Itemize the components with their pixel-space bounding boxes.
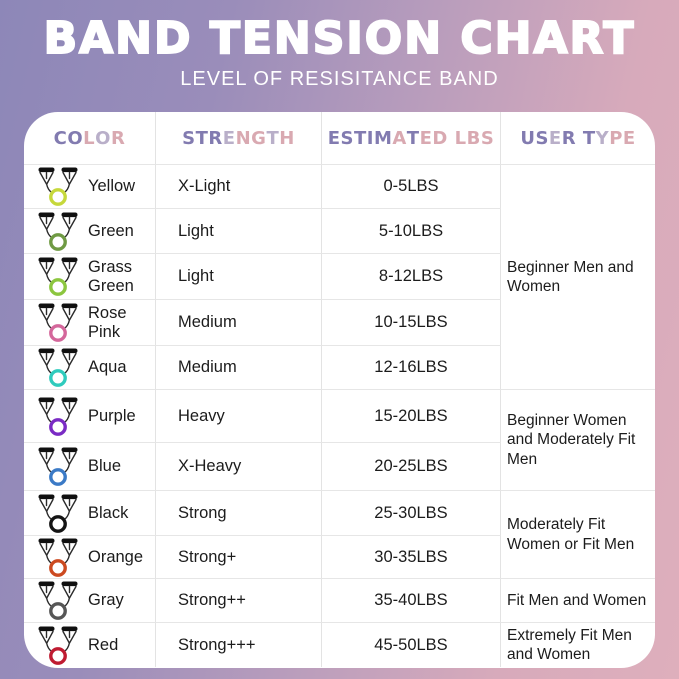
band-icon bbox=[35, 347, 81, 388]
user-type-cell bbox=[501, 165, 655, 390]
strength-cell bbox=[156, 346, 322, 390]
color-name: Purple bbox=[88, 406, 136, 425]
lbs-cell bbox=[322, 209, 501, 254]
user-type-cell bbox=[501, 390, 655, 491]
header-letter: L bbox=[83, 127, 96, 149]
header-letter: H bbox=[279, 127, 295, 149]
header-letter: O bbox=[67, 127, 84, 149]
column-header-estimated-lbs bbox=[322, 112, 501, 165]
color-cell bbox=[24, 443, 156, 491]
color-name: Red bbox=[88, 635, 119, 654]
lbs-cell bbox=[322, 443, 501, 491]
header-letter: E bbox=[548, 127, 562, 149]
user-type-label: Extremely Fit Men and Women bbox=[507, 626, 632, 663]
strength-label: Light bbox=[178, 221, 214, 240]
header-letter: M bbox=[373, 127, 393, 149]
lbs-label: 35-40LBS bbox=[374, 591, 448, 609]
tension-chart-card bbox=[24, 112, 655, 668]
lbs-label: 5-10LBS bbox=[378, 221, 444, 240]
band-icon bbox=[35, 493, 81, 534]
strength-label: Strong+ bbox=[178, 547, 237, 566]
header-letter bbox=[448, 128, 455, 149]
page-header bbox=[0, 0, 679, 91]
user-type-label: Moderately Fit Women or Fit Men bbox=[507, 516, 635, 553]
color-cell bbox=[24, 390, 156, 443]
header-letter: L bbox=[454, 127, 467, 149]
color-name: Aqua bbox=[88, 358, 127, 377]
header-letter: U bbox=[520, 127, 536, 149]
header-letter: R bbox=[110, 127, 126, 149]
header-letter: P bbox=[609, 127, 623, 149]
strength-label: Strong+++ bbox=[178, 635, 256, 654]
color-name: Yellow bbox=[88, 177, 136, 196]
strength-cell bbox=[156, 254, 322, 300]
color-cell bbox=[24, 254, 156, 300]
color-cell bbox=[24, 623, 156, 667]
strength-label: Strong bbox=[178, 503, 227, 522]
strength-cell bbox=[156, 579, 322, 623]
header-letter: T bbox=[406, 127, 420, 149]
lbs-cell bbox=[322, 579, 501, 623]
color-cell bbox=[24, 536, 156, 579]
band-icon bbox=[35, 580, 81, 621]
header-letter: Y bbox=[595, 127, 610, 149]
header-letter: C bbox=[53, 127, 68, 149]
strength-label: Medium bbox=[178, 358, 237, 376]
strength-cell bbox=[156, 443, 322, 491]
column-header-strength bbox=[156, 112, 322, 165]
header-letter: R bbox=[208, 127, 223, 149]
lbs-cell bbox=[322, 165, 501, 209]
band-icon bbox=[35, 256, 81, 297]
header-letter: T bbox=[582, 127, 596, 149]
color-cell bbox=[24, 209, 156, 254]
strength-label: X-Light bbox=[178, 177, 231, 195]
header-letter: T bbox=[353, 127, 367, 149]
band-icon bbox=[35, 446, 81, 487]
user-type-cell bbox=[501, 623, 655, 667]
header-letter: E bbox=[327, 127, 341, 149]
strength-cell bbox=[156, 300, 322, 346]
header-letter: B bbox=[466, 127, 481, 149]
header-letter: E bbox=[222, 127, 236, 149]
user-type-cell bbox=[501, 491, 655, 579]
lbs-label: 8-12LBS bbox=[378, 267, 444, 285]
band-icon bbox=[35, 625, 81, 666]
column-header-color bbox=[24, 112, 156, 165]
header-letter: S bbox=[340, 127, 354, 149]
lbs-cell bbox=[322, 491, 501, 536]
color-name: Green bbox=[88, 221, 134, 240]
header-letter: S bbox=[535, 127, 549, 149]
lbs-label: 20-25LBS bbox=[374, 457, 448, 475]
tension-table bbox=[24, 112, 655, 668]
color-cell bbox=[24, 491, 156, 536]
strength-label: X-Heavy bbox=[178, 457, 242, 475]
lbs-cell bbox=[322, 346, 501, 390]
user-type-cell bbox=[501, 579, 655, 623]
strength-cell bbox=[156, 390, 322, 443]
strength-label: Strong++ bbox=[178, 591, 246, 609]
lbs-label: 30-35LBS bbox=[374, 547, 448, 566]
header-letter bbox=[576, 128, 583, 149]
strength-cell bbox=[156, 209, 322, 254]
color-cell bbox=[24, 579, 156, 623]
page-subtitle: LEVEL OF RESISITANCE BAND bbox=[180, 68, 499, 91]
header-letter: D bbox=[432, 127, 448, 149]
page-title: BAND TENSION CHART bbox=[43, 13, 636, 64]
strength-label: Medium bbox=[178, 313, 237, 331]
lbs-label: 12-16LBS bbox=[374, 358, 448, 376]
color-name: Black bbox=[88, 503, 129, 522]
color-name: Gray bbox=[88, 591, 124, 610]
header-letter: S bbox=[182, 127, 196, 149]
header-letter: E bbox=[419, 127, 433, 149]
user-type-label: Beginner Women and Moderately Fit Men bbox=[507, 411, 636, 468]
user-type-label: Beginner Men and Women bbox=[507, 258, 634, 295]
color-cell bbox=[24, 346, 156, 390]
color-cell bbox=[24, 300, 156, 346]
band-icon bbox=[35, 166, 81, 207]
strength-label: Light bbox=[178, 267, 214, 285]
lbs-label: 15-20LBS bbox=[374, 406, 448, 425]
color-cell bbox=[24, 165, 156, 209]
header-letter: R bbox=[561, 127, 577, 149]
header-letter: T bbox=[195, 127, 209, 149]
lbs-label: 25-30LBS bbox=[374, 503, 448, 522]
header-letter: S bbox=[480, 127, 495, 149]
color-name: Orange bbox=[88, 547, 144, 566]
lbs-label: 0-5LBS bbox=[383, 177, 439, 195]
strength-cell bbox=[156, 623, 322, 667]
lbs-label: 45-50LBS bbox=[374, 635, 448, 654]
header-letter: N bbox=[235, 127, 252, 149]
header-letter: I bbox=[366, 127, 374, 149]
header-letter: O bbox=[95, 127, 111, 149]
user-type-label: Fit Men and Women bbox=[507, 591, 647, 609]
band-icon bbox=[35, 211, 81, 252]
color-name: Grass Green bbox=[88, 258, 134, 295]
lbs-cell bbox=[322, 536, 501, 579]
header-letter: T bbox=[266, 127, 280, 149]
header-letter: G bbox=[251, 127, 267, 149]
band-icon bbox=[35, 396, 81, 437]
column-header-user-type bbox=[501, 112, 655, 165]
band-icon bbox=[35, 302, 81, 343]
header-letter: A bbox=[392, 127, 407, 149]
lbs-cell bbox=[322, 254, 501, 300]
strength-cell bbox=[156, 491, 322, 536]
color-name: Blue bbox=[88, 457, 122, 476]
band-icon bbox=[35, 537, 81, 578]
strength-cell bbox=[156, 536, 322, 579]
header-letter: E bbox=[622, 127, 636, 149]
lbs-cell bbox=[322, 623, 501, 667]
lbs-cell bbox=[322, 300, 501, 346]
lbs-label: 10-15LBS bbox=[374, 313, 448, 331]
color-name: Rose Pink bbox=[88, 304, 127, 341]
strength-label: Heavy bbox=[178, 406, 225, 425]
strength-cell bbox=[156, 165, 322, 209]
lbs-cell bbox=[322, 390, 501, 443]
